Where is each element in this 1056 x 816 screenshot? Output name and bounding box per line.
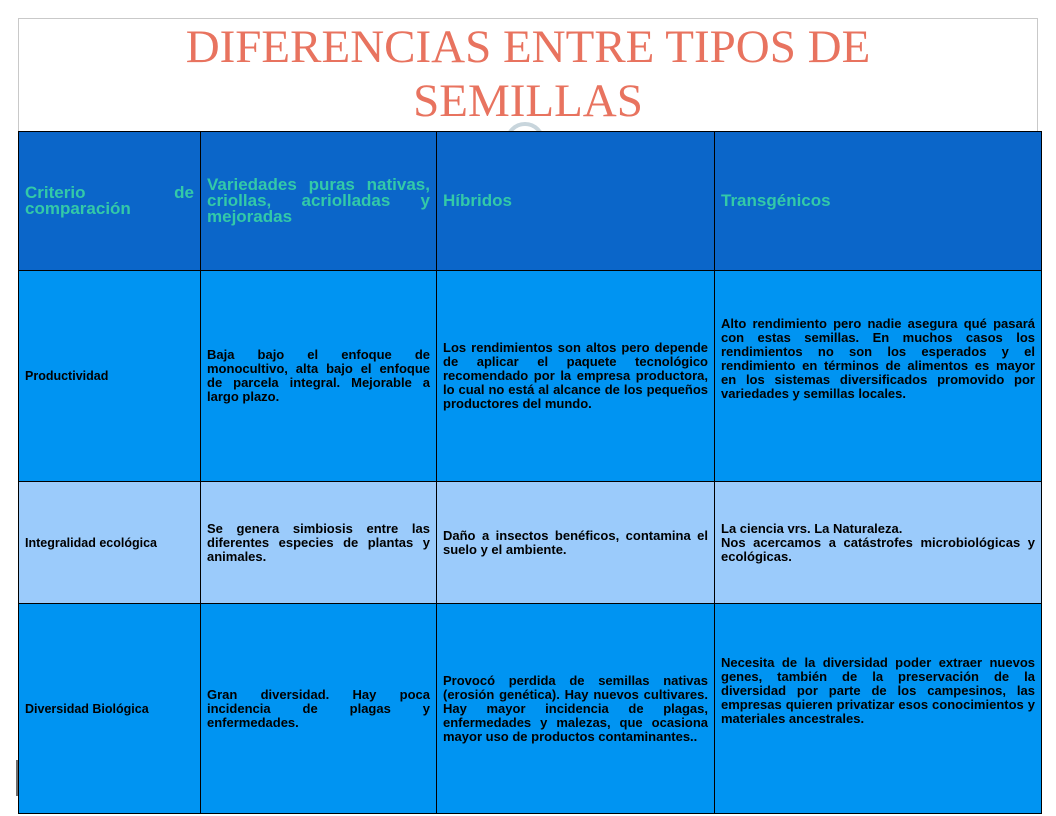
comparison-table: [18, 131, 1042, 814]
row-header-diversidad: Diversidad Biológica: [19, 604, 201, 814]
title-line-2: SEMILLAS: [413, 75, 643, 127]
cell-integralidad-hibridos: Daño a insectos benéficos, contamina el suelo y el ambiente.: [437, 482, 715, 604]
cell-integralidad-transgenicos: [715, 482, 1042, 604]
cell-integralidad-transgenicos-line1: La ciencia vrs. La Naturaleza.: [721, 520, 903, 536]
column-header-hibridos: Híbridos: [437, 132, 715, 271]
table-row-productividad: [19, 271, 1042, 482]
column-header-transgenicos: Transgénicos: [715, 132, 1042, 271]
title-line-1: DIFERENCIAS ENTRE TIPOS DE: [185, 21, 871, 73]
cell-integralidad-variedades: Se genera simbiosis entre las diferentes especies de plantas y animales.: [201, 482, 437, 604]
cell-productividad-variedades: Baja bajo el enfoque de monocultivo, alta bajo el enfoque de parcela integral. Mejorable a largo plazo.: [201, 271, 437, 482]
cell-productividad-transgenicos: Alto rendimiento pero nadie asegura qué pasará con estas semillas. En muchos casos los rendimientos no son los esperados y el rendimiento en términos de alimentos es mayor en los sistemas diversificados promovido por variedades y semillas locales.: [715, 271, 1042, 482]
cell-diversidad-variedades: Gran diversidad. Hay poca incidencia de plagas y enfermedades.: [201, 604, 437, 814]
column-header-criterio: Criterio de comparación: [19, 132, 201, 271]
table-header-row: [19, 132, 1042, 271]
cell-diversidad-hibridos: Provocó perdida de semillas nativas (erosión genética). Hay nuevos cultivares. Hay mayor incidencia de plagas, enfermedades y malezas, que ocasiona mayor uso de productos contaminantes..: [437, 604, 715, 814]
row-header-productividad: Productividad: [19, 271, 201, 482]
row-header-integralidad: Integralidad ecológica: [19, 482, 201, 604]
column-header-variedades: Variedades puras nativas, criollas, acriolladas y mejoradas: [201, 132, 437, 271]
cell-integralidad-transgenicos-line2: Nos acercamos a catástrofes microbiológicas y ecológicas.: [721, 534, 1035, 564]
slide-title: [18, 20, 1038, 128]
table-row-integralidad: [19, 482, 1042, 604]
table-row-diversidad: [19, 604, 1042, 814]
cell-productividad-hibridos: Los rendimientos son altos pero depende de aplicar el paquete tecnológico recomendado por la empresa productora, lo cual no está al alcance de los pequeños productores del mundo.: [437, 271, 715, 482]
cell-diversidad-transgenicos: Necesita de la diversidad poder extraer nuevos genes, también de la preservación de la diversidad por parte de los campesinos, las empresas quieren privatizar esos conocimientos y materiales ancestrales.: [715, 604, 1042, 814]
